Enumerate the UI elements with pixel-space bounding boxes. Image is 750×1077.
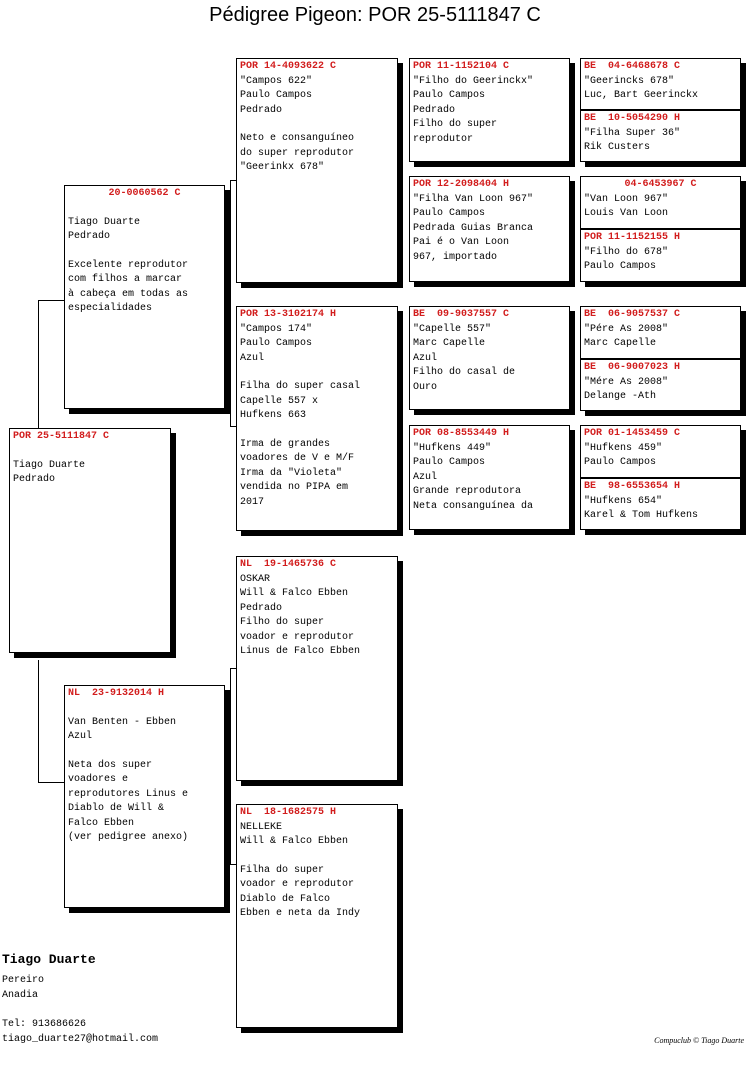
info-line: Irma da "Violeta" — [240, 467, 343, 479]
info-line: reprodutores Linus e — [68, 788, 189, 800]
info-line: Pedrado — [413, 104, 456, 116]
ring-number: POR 14-4093622 C — [240, 61, 337, 72]
info-line: 2017 — [240, 496, 265, 508]
connector-line — [230, 668, 231, 864]
info-line: 967, importado — [413, 251, 498, 263]
great-grandparent-card — [409, 306, 570, 410]
info-line: Pedrado — [240, 104, 283, 116]
owner-name: Tiago Duarte — [2, 952, 96, 967]
info-line: Diablo de Falco — [240, 893, 331, 905]
info-line: Pedrado — [68, 231, 111, 242]
info-line: Grande reprodutora — [413, 486, 522, 497]
father-card — [64, 185, 225, 409]
info-line: Luc, Bart Geerinckx — [584, 90, 699, 101]
info-line: Paulo Campos — [413, 90, 486, 101]
ring-number: BE 98-6553654 H — [584, 481, 681, 492]
info-line: OSKAR — [240, 573, 271, 585]
info-line: Delange -Ath — [584, 391, 657, 402]
owner-address: Pereiro — [2, 975, 45, 986]
connector-line — [230, 180, 231, 426]
info-line: "Geerincks 678" — [584, 75, 675, 87]
ancestor-card — [580, 306, 741, 359]
info-line: "Mére As 2008" — [584, 376, 669, 388]
ring-number: NL 18-1682575 H — [240, 807, 337, 818]
owner-address: Anadia — [2, 990, 39, 1001]
info-line: "Hufkens 459" — [584, 442, 663, 454]
info-line: Filha do super — [240, 864, 325, 876]
info-line: Paulo Campos — [413, 457, 486, 468]
info-line: Pedrado — [240, 602, 283, 614]
connector-line — [38, 300, 39, 428]
connector-line — [38, 782, 65, 783]
info-line: "Capelle 557" — [413, 323, 492, 335]
info-line: "Hufkens 449" — [413, 442, 492, 454]
info-line: "Hufkens 654" — [584, 495, 663, 507]
ring-number: 04-6453967 C — [624, 179, 697, 190]
info-line: Paulo Campos — [240, 90, 313, 101]
info-line: Karel & Tom Hufkens — [584, 510, 699, 521]
ring-number: BE 09-9037557 C — [413, 309, 510, 320]
info-line: Ouro — [413, 381, 438, 393]
info-line: "Filho do Geerinckx" — [413, 75, 534, 87]
info-line: do super reprodutor — [240, 147, 355, 159]
info-line: Louis Van Loon — [584, 208, 669, 219]
ancestor-card — [580, 110, 741, 162]
info-line: "Filha Super 36" — [584, 127, 681, 139]
info-line: NELLEKE — [240, 821, 283, 833]
ring-number: BE 06-9007023 H — [584, 362, 681, 373]
owner-email: tiago_duarte27@hotmail.com — [2, 1034, 159, 1045]
info-line: reprodutor — [413, 133, 474, 145]
info-line: voador e reprodutor — [240, 631, 355, 643]
info-line: Linus de Falco Ebben — [240, 646, 361, 657]
ring-number: POR 25-5111847 C — [13, 431, 110, 442]
info-line: Excelente reprodutor — [68, 259, 189, 271]
maternal-grandfather-card — [236, 556, 398, 781]
ancestor-card — [580, 359, 741, 411]
info-line: Filho do super — [413, 119, 498, 130]
info-line: Azul — [413, 352, 438, 364]
info-line: Van Benten - Ebben — [68, 716, 177, 728]
connector-line — [38, 300, 65, 301]
info-line: "Pére As 2008" — [584, 323, 669, 335]
info-line: Neto e consanguíneo — [240, 133, 355, 144]
info-line: Will & Falco Ebben — [240, 588, 349, 599]
ring-number: POR 08-8553449 H — [413, 428, 510, 439]
info-line: voador e reprodutor — [240, 879, 355, 890]
info-line: Falco Ebben — [68, 817, 135, 829]
info-line: Irma de grandes — [240, 438, 331, 450]
info-line: Azul — [68, 731, 93, 742]
ring-number: BE 06-9057537 C — [584, 309, 681, 320]
info-line: Azul — [240, 352, 265, 364]
info-line: especialidades — [68, 303, 153, 314]
info-line: "Van Loon 967" — [584, 193, 669, 205]
info-line: "Campos 622" — [240, 75, 313, 87]
info-line: Will & Falco Ebben — [240, 836, 349, 847]
ancestor-card — [580, 176, 741, 229]
info-line: Filha do super casal — [240, 381, 361, 392]
maternal-grandmother-card — [236, 804, 398, 1028]
owner-line: Tiago Duarte — [13, 459, 86, 471]
info-line: Paulo Campos — [413, 208, 486, 219]
connector-line — [38, 660, 39, 782]
ancestor-card — [580, 58, 741, 110]
ring-number: POR 11-1152104 C — [413, 61, 510, 72]
color-line: Pedrado — [13, 474, 56, 485]
ring-number: 20-0060562 C — [108, 188, 181, 199]
info-line: Neta consanguínea da — [413, 500, 534, 512]
info-line: Hufkens 663 — [240, 410, 307, 421]
ring-number: BE 10-5054290 H — [584, 113, 681, 124]
ring-number: BE 04-6468678 C — [584, 61, 681, 72]
info-line: "Campos 174" — [240, 323, 313, 335]
ring-number: POR 11-1152155 H — [584, 232, 681, 243]
subject-pigeon-card — [9, 428, 171, 653]
ancestor-card — [580, 478, 741, 530]
page-title: Pédigree Pigeon: POR 25-5111847 C — [209, 4, 541, 26]
ring-number: NL 19-1465736 C — [240, 559, 337, 570]
info-line: Filho do casal de — [413, 367, 516, 378]
great-grandparent-card — [409, 58, 570, 162]
info-line: Filho do super — [240, 617, 325, 628]
info-line: "Geerinkx 678" — [240, 162, 325, 173]
info-line: Tiago Duarte — [68, 216, 141, 228]
info-line: com filhos a marcar — [68, 274, 183, 285]
info-line: "Filho do 678" — [584, 246, 669, 258]
great-grandparent-card — [409, 176, 570, 282]
info-line: Capelle 557 x — [240, 395, 319, 407]
footer-credit: Compuclub © Tiago Duarte — [654, 1036, 744, 1045]
info-line: voadores de V e M/F — [240, 453, 355, 464]
great-grandparent-card — [409, 425, 570, 530]
info-line: (ver pedigree anexo) — [68, 832, 189, 843]
info-line: Paulo Campos — [584, 457, 657, 468]
info-line: Rik Custers — [584, 142, 651, 153]
ancestor-card — [580, 425, 741, 478]
ring-number: POR 13-3102174 H — [240, 309, 337, 320]
info-line: voadores e — [68, 774, 129, 785]
ring-number: NL 23-9132014 H — [68, 688, 165, 699]
info-line: Marc Capelle — [584, 338, 657, 349]
info-line: vendida no PIPA em — [240, 482, 349, 493]
owner-phone: Tel: 913686626 — [2, 1019, 87, 1030]
info-line: Pai é o Van Loon — [413, 237, 510, 248]
info-line: Pedrada Guias Branca — [413, 222, 534, 234]
info-line: Marc Capelle — [413, 338, 486, 349]
paternal-grandfather-card — [236, 58, 398, 283]
ring-number: POR 01-1453459 C — [584, 428, 681, 439]
info-line: Diablo de Will & — [68, 803, 165, 814]
ancestor-card — [580, 229, 741, 282]
ring-number: POR 12-2098404 H — [413, 179, 510, 190]
info-line: Ebben e neta da Indy — [240, 908, 361, 919]
info-line: Neta dos super — [68, 759, 153, 771]
info-line: Azul — [413, 471, 438, 483]
info-line: Paulo Campos — [584, 261, 657, 272]
mother-card — [64, 685, 225, 908]
paternal-grandmother-card — [236, 306, 398, 531]
info-line: Paulo Campos — [240, 338, 313, 349]
info-line: "Filha Van Loon 967" — [413, 193, 534, 205]
info-line: à cabeça em todas as — [68, 288, 189, 300]
